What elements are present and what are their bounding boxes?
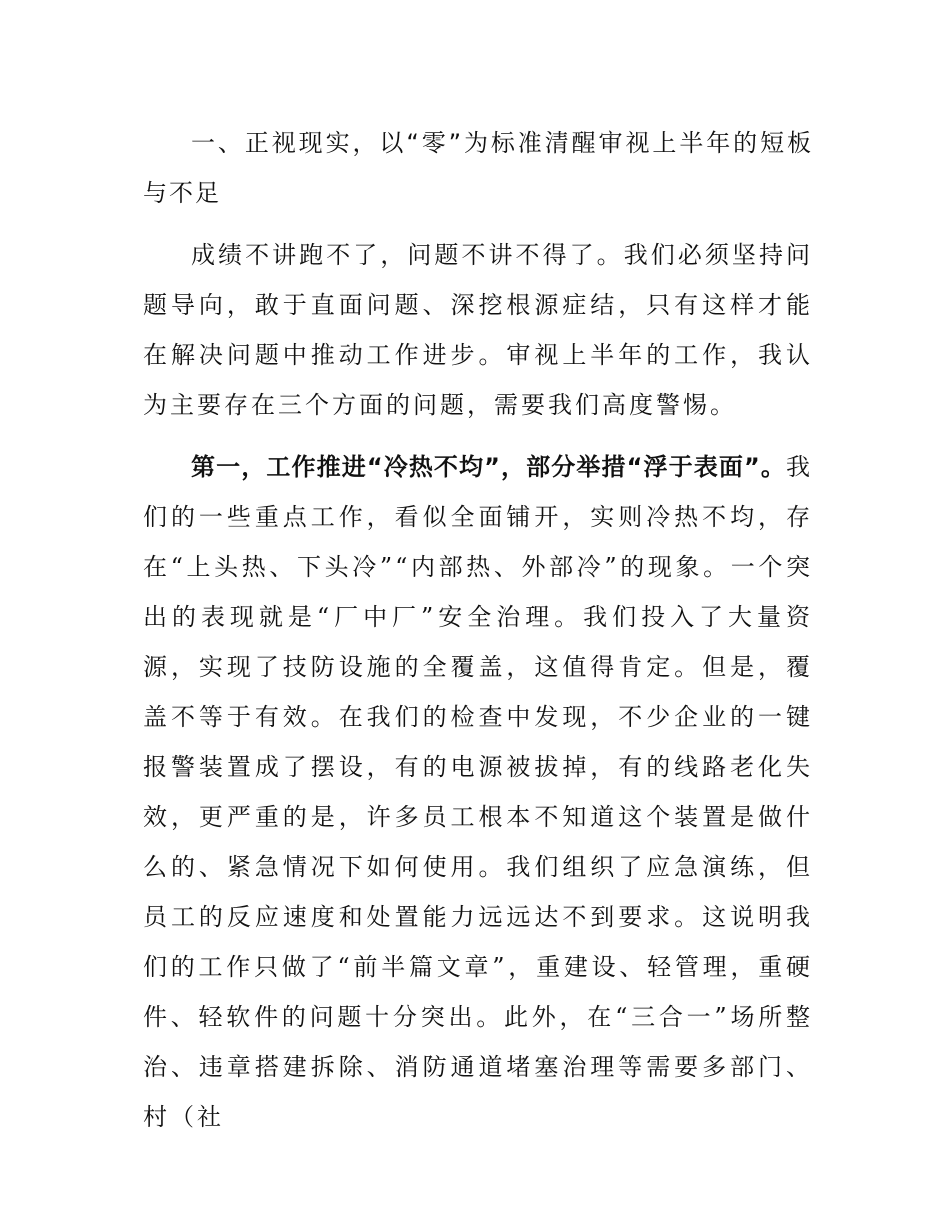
first-issue-body: 我们的一些重点工作，看似全面铺开，实则冷热不均，存在“上头热、下头冷”“内部热、外部冷”的现象。一个突出的表现就是“厂中厂”安全治理。我们投入了大量资源，实现了技防设施的全覆盖，这值得肯定。但是，覆盖不等于有效。在我们的检查中发现，不少企业的一键报警装置成了摆设，有的电源被拔掉，有的线路老化失效，更严重的是，许多员工根本不知道这个装置是做什么的、紧急情况下如何使用。我们组织了应急演练，但员工的反应速度和处置能力远远达不到要求。这说明我们的工作只做了“前半篇文章”，重建设、轻管理，重硬件、轻软件的问题十分突出。此外，在“三合一”场所整治、违章搭建拆除、消防通道堵塞治理等需要多部门、村（社 xyxy=(143,453,813,1131)
first-issue-lead: 第一，工作推进“冷热不均”，部分举措“浮于表面”。 xyxy=(191,453,786,481)
intro-paragraph: 成绩不讲跑不了，问题不讲不得了。我们必须坚持问题导向，敢于直面问题、深挖根源症结，只有这样才能在解决问题中推动工作进步。审视上半年的工作，我认为主要存在三个方面的问题，需要我们高度警惕。 xyxy=(143,241,813,419)
section-heading: 一、正视现实，以“零”为标准清醒审视上半年的短板与不足 xyxy=(143,129,813,207)
first-issue-paragraph xyxy=(143,442,813,1142)
document-body xyxy=(143,118,813,1142)
